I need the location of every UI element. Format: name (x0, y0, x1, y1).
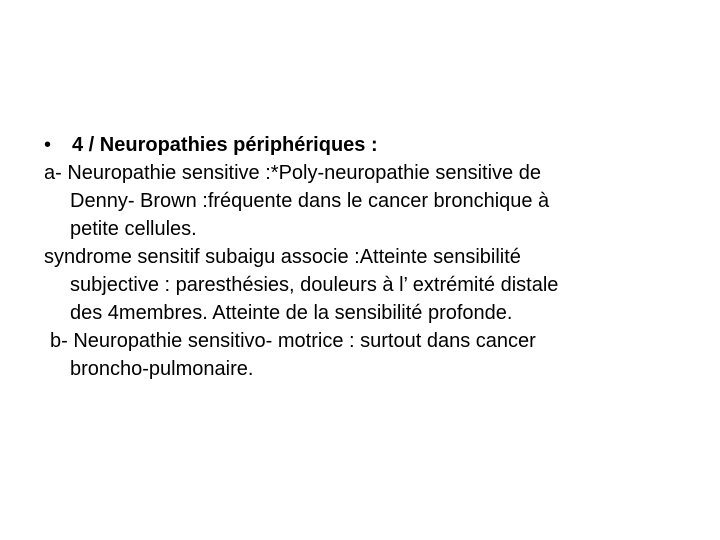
paragraph-syndrome-line-3: des 4membres. Atteinte de la sensibilité profonde. (70, 302, 513, 324)
paragraph-a-line-1: a- Neuropathie sensitive :*Poly-neuropathie sensitive de (44, 162, 541, 184)
paragraph-syndrome-line-2: subjective : paresthésies, douleurs à l’ extrémité distale (70, 274, 559, 296)
paragraph-a-line-3: petite cellules. (70, 218, 197, 240)
paragraph-b (44, 327, 704, 383)
paragraph-syndrome (44, 243, 704, 327)
section-heading (44, 131, 704, 159)
paragraph-a (44, 159, 704, 243)
paragraph-a-line-2: Denny- Brown :fréquente dans le cancer bronchique à (70, 190, 550, 212)
paragraph-b-line-2: broncho-pulmonaire. (70, 358, 254, 380)
slide-body (44, 131, 704, 383)
paragraph-b-line-1: b- Neuropathie sensitivo- motrice : surtout dans cancer (50, 330, 536, 352)
paragraph-syndrome-line-1: syndrome sensitif subaigu associe :Atteinte sensibilité (44, 246, 521, 268)
section-heading-text: 4 / Neuropathies périphériques : (72, 134, 378, 156)
bullet-icon: • (44, 134, 52, 156)
